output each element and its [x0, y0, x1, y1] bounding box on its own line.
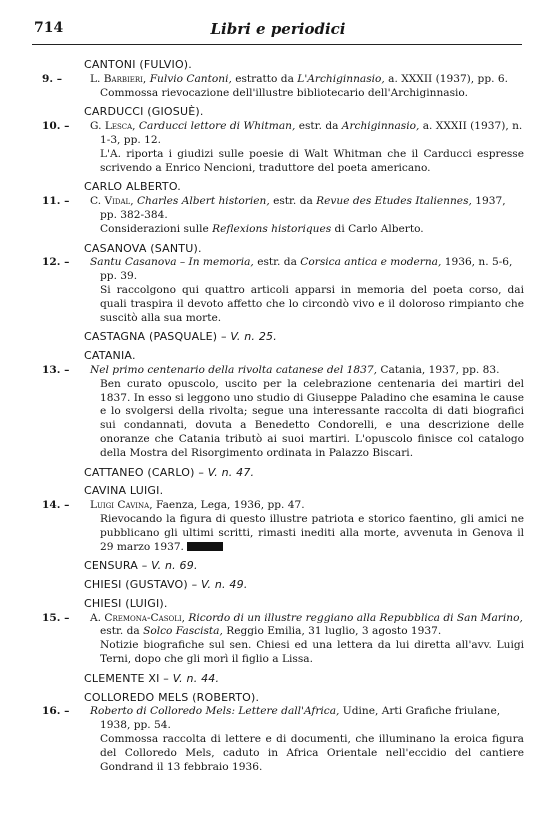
- annotation: [44, 378, 524, 461]
- heading-text: CANTONI (FULVIO).: [84, 58, 192, 71]
- entry-number: 9. –: [42, 72, 63, 85]
- subject-heading: [84, 672, 524, 686]
- subject-heading: [84, 559, 524, 573]
- citation-details: 1937, pp. 382-384.: [100, 195, 506, 221]
- annotation-italic: Reflexions historiques: [212, 222, 332, 235]
- annotation-text: Commossa raccolta di lettere e di documenti, che illuminano la eroica figura del Colloredo Mels, caduto in Africa Orientale nell'eccidio del cantiere Gondrand il 13 febbraio 1936.: [100, 733, 524, 773]
- annotation: [44, 513, 524, 554]
- entry-number: 10. –: [42, 120, 70, 133]
- journal-title: Revue des Etudes Italiennes,: [316, 195, 472, 208]
- citation: [90, 499, 524, 513]
- heading-text: CENSURA –: [84, 559, 148, 573]
- annotation-text: L'A. riporta i giudizi sulle poesie di Walt Whitman che il Carducci espresse scrivendo a Enrico Nencioni, traduttore del poeta americano.: [100, 147, 524, 174]
- heading-text: CHIESI (LUIGI).: [84, 596, 168, 610]
- entry-number: 14. –: [42, 499, 70, 512]
- heading-text: CATANIA.: [84, 349, 136, 363]
- cross-reference: V. n. 47.: [207, 465, 255, 479]
- subject-heading: [84, 691, 524, 705]
- citation: [90, 705, 524, 733]
- citation-details: Catania, 1937, pp. 83.: [380, 363, 500, 376]
- work-title: Ricordo di un illustre reggiano alla Repubblica di San Marino,: [188, 611, 523, 624]
- bibliography-body: [44, 58, 524, 774]
- citation-details: Udine, Arti Grafiche friulane, 1938, pp. 54.: [100, 705, 501, 732]
- work-title: Charles Albert historien,: [136, 195, 270, 208]
- bibliography-entry: [44, 120, 524, 175]
- bibliography-entry: [44, 364, 524, 461]
- heading-text: CARDUCCI (GIOSUÈ).: [84, 105, 204, 119]
- heading-text: CARLO ALBERTO.: [84, 180, 181, 194]
- citation-details: a. XXXII (1937), pp. 6.: [388, 72, 508, 85]
- journal-title: Archiginnasio,: [341, 120, 420, 133]
- citation: [90, 120, 524, 148]
- journal-title: Solco Fascista,: [143, 625, 223, 638]
- heading-text: CASTAGNA (PASQUALE) –: [84, 330, 227, 344]
- bibliography-entry: [44, 612, 524, 667]
- entry-number: 13. –: [42, 363, 70, 376]
- heading-text: CAVINA LUIGI.: [84, 484, 164, 498]
- citation: [90, 195, 524, 223]
- author: G. Lesca,: [90, 120, 136, 133]
- citation: [90, 612, 524, 640]
- heading-text: CLEMENTE XI –: [84, 671, 169, 685]
- journal-title: L'Archiginnasio,: [297, 72, 385, 85]
- citation-text: estr. da: [257, 256, 297, 269]
- page-number: 714: [34, 20, 64, 36]
- cross-reference: V. n. 49.: [201, 578, 248, 592]
- annotation: [44, 284, 524, 325]
- subject-heading: [84, 105, 524, 119]
- subject-heading: [84, 330, 524, 344]
- annotation-text: di Carlo Alberto.: [334, 222, 424, 235]
- work-title: Santu Casanova – In memoria,: [90, 256, 254, 269]
- work-title: Carducci lettore di Whitman,: [138, 120, 296, 133]
- heading-text: CATTANEO (CARLO) –: [84, 465, 205, 479]
- entry-number: 12. –: [42, 256, 70, 269]
- bibliography-entry: [44, 73, 524, 101]
- citation: [90, 256, 524, 284]
- author: A. Cremona-Casoli,: [90, 611, 186, 624]
- author: L. Barbieri,: [90, 72, 147, 85]
- citation-details: Faenza, Lega, 1936, pp. 47.: [155, 499, 305, 512]
- entry-number: 15. –: [42, 611, 70, 624]
- annotation: [44, 639, 524, 667]
- bibliography-entry: [44, 705, 524, 774]
- header-rule: [32, 44, 522, 45]
- entry-number: 16. –: [42, 705, 70, 718]
- bibliography-entry: [44, 195, 524, 236]
- subject-heading: [84, 578, 524, 592]
- cross-reference: V. n. 44.: [172, 671, 220, 685]
- citation: [90, 364, 524, 378]
- cross-reference: V. n. 69.: [151, 559, 198, 573]
- citation-text: estr. da: [298, 120, 339, 133]
- author: Luigi Cavina,: [90, 499, 153, 512]
- heading-text: CASANOVA (SANTU).: [84, 241, 202, 255]
- subject-heading: [84, 484, 524, 498]
- annotation: [44, 148, 524, 176]
- citation: [90, 73, 524, 87]
- bibliography-entry: [44, 499, 524, 554]
- cross-reference: V. n. 25.: [230, 330, 277, 344]
- journal-title: Corsica antica e moderna,: [300, 256, 442, 269]
- citation-text: estr. da: [273, 195, 313, 208]
- annotation-text: Notizie biografiche sul sen. Chiesi ed una lettera da lui diretta all'avv. Luigi Terni, dopo che gli morì il figlio a Lissa.: [100, 639, 524, 666]
- bibliography-entry: [44, 256, 524, 325]
- citation-details: 1936, n. 5-6, pp. 39.: [100, 256, 513, 283]
- annotation: [44, 87, 524, 101]
- annotation-text: Ben curato opuscolo, uscito per la celebrazione centenaria dei martiri del 1837. In esso si leggono uno studio di Giuseppe Paladino che esamina le cause e lo svolgersi della rivolta; segue una interessante raccolta di dati biografici sui condannati, dovuta a Benedetto Condorelli, e una descrizione delle onoranze che Catania tributò ai suoi martiri. L'opuscolo finisce col catalogo della Mostra del Risorgimento ordinata in Palazzo Biscari.: [100, 377, 524, 459]
- citation-details: Reggio Emilia, 31 luglio, 3 agosto 1937.: [226, 625, 442, 638]
- citation-details: a. XXXII (1937), n. 1-3, pp. 12.: [100, 120, 523, 146]
- heading-text: CHIESI (GUSTAVO) –: [84, 578, 198, 592]
- running-title: Libri e periodici: [210, 20, 346, 38]
- redaction-mark: [187, 542, 223, 551]
- subject-heading: [84, 597, 524, 611]
- annotation: [44, 733, 524, 774]
- subject-heading: [84, 242, 524, 256]
- annotation-text: Si raccolgono qui quattro articoli apparsi in memoria del poeta corso, dai quali traspira il devoto affetto che lo circondò vivo e il doloroso rimpianto che suscitò alla sua morte.: [100, 283, 524, 324]
- annotation-text: Commossa rievocazione dell'illustre bibliotecario dell'Archiginnasio.: [100, 86, 468, 99]
- entry-number: 11. –: [42, 195, 70, 208]
- annotation-text: Considerazioni sulle: [100, 222, 209, 235]
- running-header: [34, 20, 522, 40]
- annotation: [44, 223, 524, 237]
- subject-heading: [84, 180, 524, 194]
- subject-heading: [84, 58, 524, 72]
- work-title: Nel primo centenario della rivolta catanese del 1837,: [90, 363, 377, 376]
- heading-text: COLLOREDO MELS (ROBERTO).: [84, 690, 260, 704]
- annotation-text: Rievocando la figura di questo illustre patriota e storico faentino, gli amici ne pubblicano gli ultimi scritti, rimasti inediti alla morte, avvenuta in Genova il 29 marzo 1937.: [100, 512, 524, 553]
- author: C. Vidal,: [90, 195, 134, 208]
- citation-text: estr. da: [100, 625, 140, 638]
- subject-heading: [84, 349, 524, 363]
- subject-heading: [84, 466, 524, 480]
- work-title: Roberto di Colloredo Mels: Lettere dall'Africa,: [90, 705, 340, 718]
- work-title: Fulvio Cantoni,: [149, 72, 232, 85]
- citation-text: estratto da: [235, 72, 294, 85]
